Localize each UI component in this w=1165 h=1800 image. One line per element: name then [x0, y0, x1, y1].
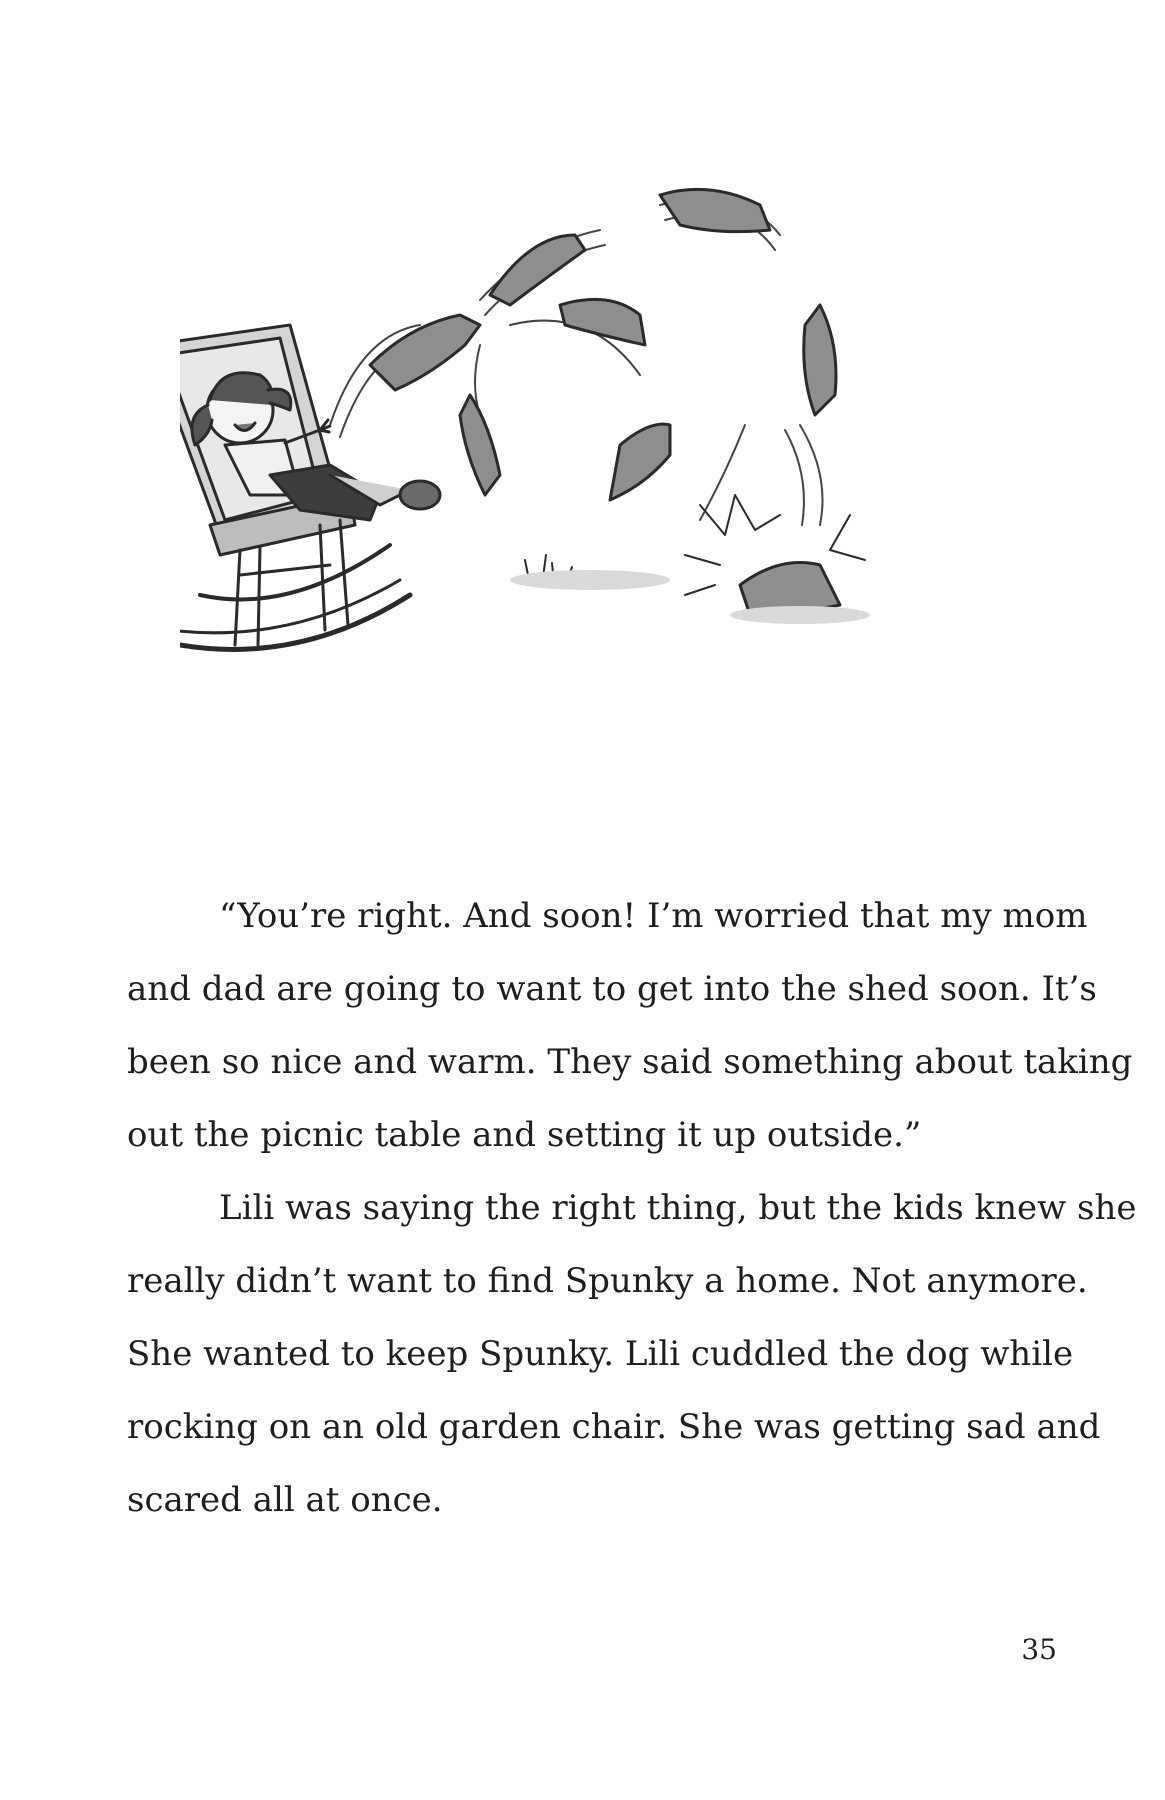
text-line: really didn’t want to find Spunky a home. Not anymore.	[127, 1261, 1088, 1301]
text-line: scared all at once.	[127, 1480, 443, 1520]
page-number: 35	[1021, 1633, 1057, 1666]
text-line: been so nice and warm. They said something about taking	[127, 1042, 1133, 1082]
paragraph	[127, 1172, 1137, 1537]
text-line: and dad are going to want to get into the shed soon. It’s	[127, 969, 1097, 1009]
text-line: She wanted to keep Spunky. Lili cuddled the dog while	[127, 1334, 1074, 1374]
illustration	[180, 175, 1020, 735]
dog-figures	[370, 189, 840, 615]
text-line: “You’re right. And soon! I’m worried that my mom	[219, 896, 1088, 936]
illustration-art	[180, 175, 1020, 735]
story-text	[127, 880, 1137, 1537]
text-line: out the picnic table and setting it up outside.”	[127, 1115, 922, 1155]
text-line: rocking on an old garden chair. She was getting sad and	[127, 1407, 1101, 1447]
text-line: Lili was saying the right thing, but the kids knew she	[219, 1188, 1137, 1228]
paragraph	[127, 880, 1133, 1172]
